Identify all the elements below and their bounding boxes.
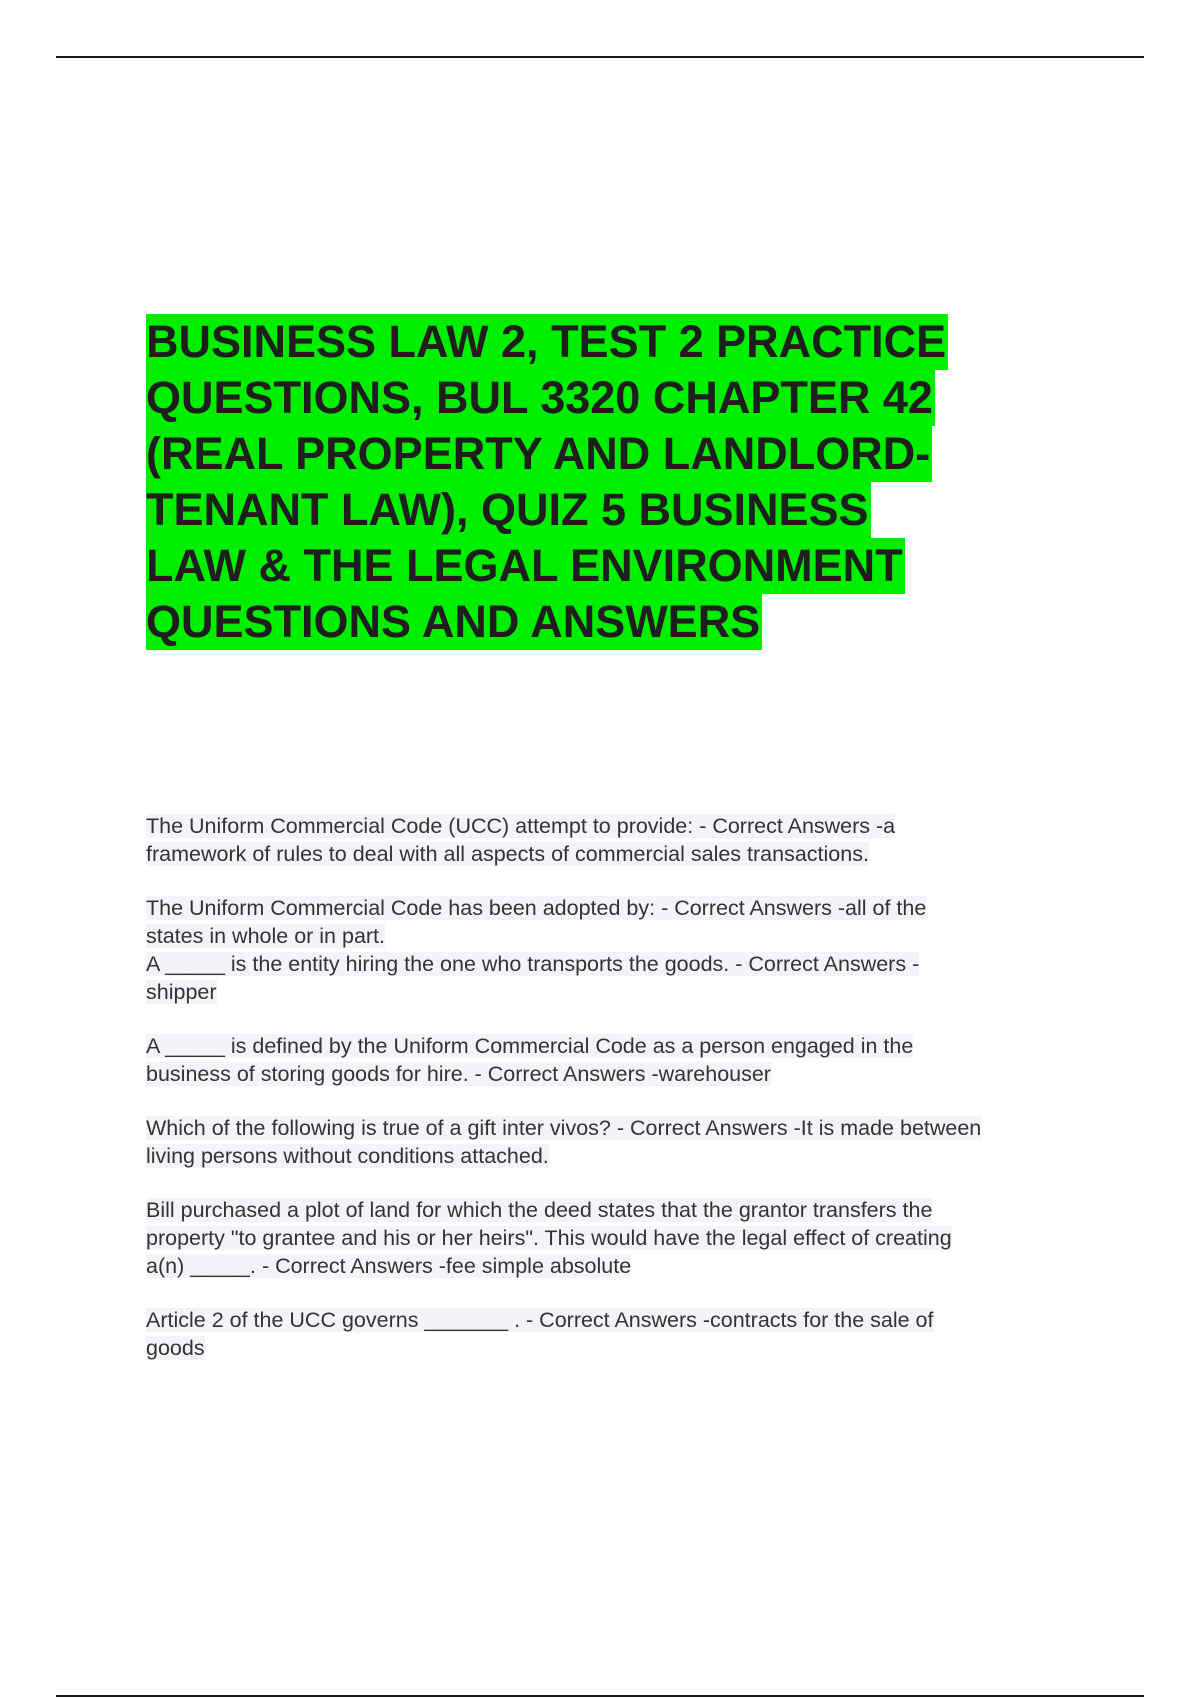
qa-line: property "to grantee and his or her heirs". This would have the legal effect of creating (146, 1226, 952, 1250)
qa-line: goods (146, 1336, 205, 1360)
qa-line: framework of rules to deal with all aspects of commercial sales transactions. (146, 842, 869, 866)
title-line: TENANT LAW), QUIZ 5 BUSINESS (146, 482, 871, 538)
qa-item (146, 1306, 1096, 1362)
qa-line: a(n) _____. - Correct Answers -fee simple absolute (146, 1254, 632, 1278)
document-title (146, 314, 1046, 650)
qa-line: The Uniform Commercial Code has been adopted by: - Correct Answers -all of the (146, 896, 927, 920)
document-title-block (146, 314, 1046, 650)
qa-line: Which of the following is true of a gift inter vivos? - Correct Answers -It is made between (146, 1116, 982, 1140)
qa-line: Bill purchased a plot of land for which the deed states that the grantor transfers the (146, 1198, 933, 1222)
top-rule (56, 56, 1144, 58)
qa-line: A _____ is defined by the Uniform Commercial Code as a person engaged in the (146, 1034, 914, 1058)
title-line: QUESTIONS AND ANSWERS (146, 594, 762, 650)
qa-line: Article 2 of the UCC governs _______ . - Correct Answers -contracts for the sale of (146, 1308, 934, 1332)
qa-item (146, 1114, 1096, 1170)
qa-item (146, 1196, 1096, 1280)
title-line: BUSINESS LAW 2, TEST 2 PRACTICE (146, 314, 948, 370)
title-line: (REAL PROPERTY AND LANDLORD- (146, 426, 932, 482)
qa-item (146, 1032, 1096, 1088)
qa-item (146, 812, 1096, 868)
qa-item (146, 950, 1096, 1006)
qa-line: living persons without conditions attached. (146, 1144, 549, 1168)
qa-line: The Uniform Commercial Code (UCC) attempt to provide: - Correct Answers -a (146, 814, 896, 838)
qa-line: states in whole or in part. (146, 924, 386, 948)
qa-item (146, 894, 1096, 950)
title-line: LAW & THE LEGAL ENVIRONMENT (146, 538, 905, 594)
qa-line: A _____ is the entity hiring the one who transports the goods. - Correct Answers - (146, 952, 920, 976)
qa-list (146, 812, 1096, 1362)
qa-line: business of storing goods for hire. - Correct Answers -warehouser (146, 1062, 771, 1086)
bottom-rule (56, 1695, 1144, 1697)
title-line: QUESTIONS, BUL 3320 CHAPTER 42 (146, 370, 935, 426)
qa-line: shipper (146, 980, 217, 1004)
